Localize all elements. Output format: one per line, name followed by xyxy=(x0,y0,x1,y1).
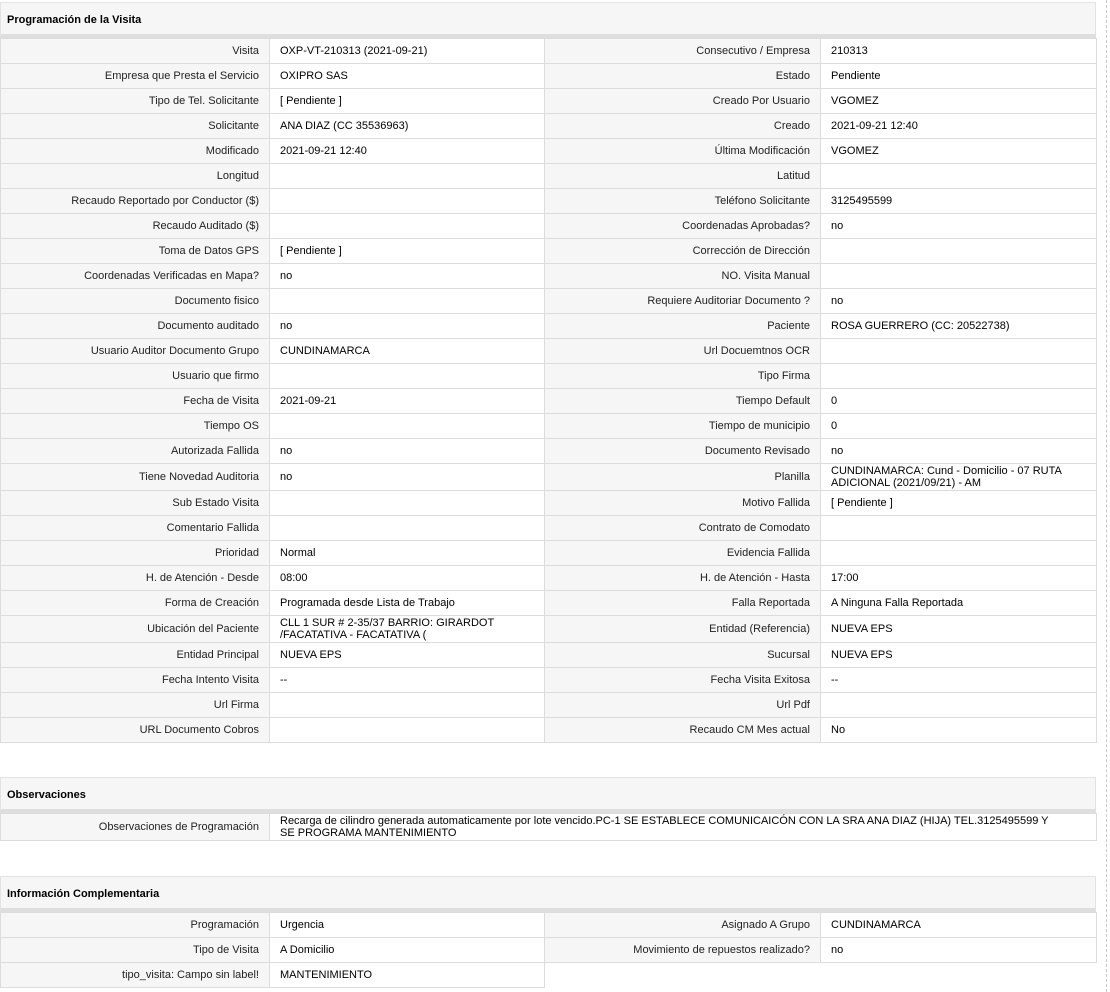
field-value[interactable] xyxy=(270,718,545,743)
field-value[interactable]: VGOMEZ xyxy=(821,139,1097,164)
field-value[interactable]: no xyxy=(270,314,545,339)
section-title-complementaria: Información Complementaria xyxy=(0,876,1096,912)
field-value[interactable]: -- xyxy=(821,668,1097,693)
field-value[interactable] xyxy=(270,516,545,541)
field-value[interactable] xyxy=(270,164,545,189)
field-value[interactable] xyxy=(821,164,1097,189)
field-label: Motivo Fallida xyxy=(545,491,821,516)
field-value[interactable] xyxy=(270,214,545,239)
field-value[interactable]: ROSA GUERRERO (CC: 20522738) xyxy=(821,314,1097,339)
field-value[interactable]: no xyxy=(821,289,1097,314)
field-value[interactable]: 17:00 xyxy=(821,566,1097,591)
field-value[interactable]: ANA DIAZ (CC 35536963) xyxy=(270,114,545,139)
programacion-table xyxy=(0,38,1097,743)
field-label: Documento Revisado xyxy=(545,439,821,464)
field-label: Falla Reportada xyxy=(545,591,821,616)
field-value[interactable]: [ Pendiente ] xyxy=(270,239,545,264)
field-label: Solicitante xyxy=(1,114,270,139)
field-label: Coordenadas Aprobadas? xyxy=(545,214,821,239)
field-label: Última Modificación xyxy=(545,139,821,164)
field-label: H. de Atención - Hasta xyxy=(545,566,821,591)
field-label: Recaudo Auditado ($) xyxy=(1,214,270,239)
field-label: Toma de Datos GPS xyxy=(1,239,270,264)
table-row xyxy=(1,718,1097,743)
field-label: Ubicación del Paciente xyxy=(1,616,270,643)
field-value[interactable] xyxy=(821,239,1097,264)
field-label: Tiempo OS xyxy=(1,414,270,439)
field-value[interactable]: Programada desde Lista de Trabajo xyxy=(270,591,545,616)
field-value[interactable] xyxy=(270,364,545,389)
field-label: Evidencia Fallida xyxy=(545,541,821,566)
field-label: Consecutivo / Empresa xyxy=(545,39,821,64)
field-value[interactable]: no xyxy=(270,439,545,464)
table-row xyxy=(1,114,1097,139)
field-value[interactable]: 2021-09-21 xyxy=(270,389,545,414)
field-label: Modificado xyxy=(1,139,270,164)
field-value[interactable]: no xyxy=(270,264,545,289)
field-label: Paciente xyxy=(545,314,821,339)
field-label: Empresa que Presta el Servicio xyxy=(1,64,270,89)
page-border-dashed xyxy=(1106,0,1107,992)
field-value[interactable]: NUEVA EPS xyxy=(821,616,1097,643)
table-row xyxy=(1,64,1097,89)
field-value[interactable] xyxy=(270,693,545,718)
field-label: NO. Visita Manual xyxy=(545,264,821,289)
field-value[interactable]: 2021-09-21 12:40 xyxy=(270,139,545,164)
field-value[interactable]: A Domicilio xyxy=(270,938,545,963)
field-label: Tiene Novedad Auditoria xyxy=(1,464,270,491)
field-label: Tiempo Default xyxy=(545,389,821,414)
table-row xyxy=(1,139,1097,164)
field-label: Recaudo Reportado por Conductor ($) xyxy=(1,189,270,214)
table-row xyxy=(1,314,1097,339)
field-value[interactable]: Urgencia xyxy=(270,913,545,938)
section-title-programacion: Programación de la Visita xyxy=(0,2,1096,38)
table-row xyxy=(1,668,1097,693)
field-label: Tiempo de municipio xyxy=(545,414,821,439)
field-value[interactable]: VGOMEZ xyxy=(821,89,1097,114)
table-row xyxy=(1,389,1097,414)
field-label: Planilla xyxy=(545,464,821,491)
table-row xyxy=(1,89,1097,114)
observaciones-text: Recarga de cilindro generada automaticamente por lote vencido.PC-1 SE ESTABLECE COMUNICAICÓN CON LA SRA ANA DIAZ (HIJA) TEL.3125495599 Y SE PROGRAMA MANTENIMIENTO xyxy=(280,815,1049,839)
table-row xyxy=(1,39,1097,64)
field-value[interactable]: [ Pendiente ] xyxy=(270,89,545,114)
field-value[interactable]: CUNDINAMARCA xyxy=(270,339,545,364)
table-row xyxy=(1,938,1097,963)
field-value[interactable]: 08:00 xyxy=(270,566,545,591)
field-label: Sub Estado Visita xyxy=(1,491,270,516)
field-value[interactable]: 0 xyxy=(821,414,1097,439)
field-label: Fecha de Visita xyxy=(1,389,270,414)
field-value[interactable]: MANTENIMIENTO xyxy=(270,963,545,988)
field-label: Asignado A Grupo xyxy=(545,913,821,938)
field-label: Tipo de Tel. Solicitante xyxy=(1,89,270,114)
field-label: Teléfono Solicitante xyxy=(545,189,821,214)
field-value[interactable] xyxy=(270,189,545,214)
field-label: Coordenadas Verificadas en Mapa? xyxy=(1,264,270,289)
empty-cell xyxy=(821,963,1097,988)
field-label: URL Documento Cobros xyxy=(1,718,270,743)
field-label: Url Pdf xyxy=(545,693,821,718)
field-label: Movimiento de repuestos realizado? xyxy=(545,938,821,963)
field-value[interactable]: Pendiente xyxy=(821,64,1097,89)
field-value[interactable]: [ Pendiente ] xyxy=(821,491,1097,516)
field-label: Latitud xyxy=(545,164,821,189)
observaciones-table xyxy=(0,813,1097,841)
section-title-observaciones: Observaciones xyxy=(0,777,1096,813)
field-label: Visita xyxy=(1,39,270,64)
field-value[interactable]: 2021-09-21 12:40 xyxy=(821,114,1097,139)
table-row xyxy=(1,913,1097,938)
section-complementaria xyxy=(0,876,1096,988)
field-value[interactable]: OXIPRO SAS xyxy=(270,64,545,89)
field-label: Documento auditado xyxy=(1,314,270,339)
field-label: Tipo Firma xyxy=(545,364,821,389)
table-row xyxy=(1,464,1097,491)
section-observaciones xyxy=(0,777,1096,841)
field-label: Tipo de Visita xyxy=(1,938,270,963)
field-label: Estado xyxy=(545,64,821,89)
field-label: Creado xyxy=(545,114,821,139)
table-row xyxy=(1,414,1097,439)
field-value[interactable]: NUEVA EPS xyxy=(270,643,545,668)
field-value[interactable]: 0 xyxy=(821,389,1097,414)
field-value[interactable]: Normal xyxy=(270,541,545,566)
field-label: Longitud xyxy=(1,164,270,189)
field-value[interactable]: 210313 xyxy=(821,39,1097,64)
field-label: Usuario que firmo xyxy=(1,364,270,389)
field-value[interactable] xyxy=(821,516,1097,541)
table-row xyxy=(1,214,1097,239)
field-label: Autorizada Fallida xyxy=(1,439,270,464)
field-label: Entidad (Referencia) xyxy=(545,616,821,643)
field-label: Prioridad xyxy=(1,541,270,566)
table-row xyxy=(1,814,1097,841)
table-row xyxy=(1,164,1097,189)
table-row xyxy=(1,541,1097,566)
table-row xyxy=(1,566,1097,591)
table-row xyxy=(1,439,1097,464)
field-label: Usuario Auditor Documento Grupo xyxy=(1,339,270,364)
field-value[interactable]: CUNDINAMARCA: Cund - Domicilio - 07 RUTA ADICIONAL (2021/09/21) - AM xyxy=(821,464,1097,491)
field-value[interactable]: No xyxy=(821,718,1097,743)
field-label: Observaciones de Programación xyxy=(1,814,270,841)
section-programacion xyxy=(0,2,1096,743)
field-value[interactable] xyxy=(270,289,545,314)
field-label: Corrección de Dirección xyxy=(545,239,821,264)
table-row xyxy=(1,289,1097,314)
field-label: Entidad Principal xyxy=(1,643,270,668)
field-value[interactable] xyxy=(821,339,1097,364)
field-label: Recaudo CM Mes actual xyxy=(545,718,821,743)
table-row xyxy=(1,339,1097,364)
field-value[interactable]: no xyxy=(821,214,1097,239)
table-row xyxy=(1,963,1097,988)
observaciones-value[interactable] xyxy=(270,814,1097,841)
table-row xyxy=(1,491,1097,516)
field-label: Forma de Creación xyxy=(1,591,270,616)
field-label: Fecha Intento Visita xyxy=(1,668,270,693)
field-value[interactable]: A Ninguna Falla Reportada xyxy=(821,591,1097,616)
empty-cell xyxy=(545,963,821,988)
field-value[interactable] xyxy=(821,693,1097,718)
field-label: tipo_visita: Campo sin label! xyxy=(1,963,270,988)
field-label: Url Docuemtnos OCR xyxy=(545,339,821,364)
field-value[interactable]: NUEVA EPS xyxy=(821,643,1097,668)
table-row xyxy=(1,591,1097,616)
field-value[interactable]: -- xyxy=(270,668,545,693)
field-label: Programación xyxy=(1,913,270,938)
field-label: Sucursal xyxy=(545,643,821,668)
table-row xyxy=(1,189,1097,214)
table-row xyxy=(1,239,1097,264)
table-row xyxy=(1,616,1097,643)
field-label: Contrato de Comodato xyxy=(545,516,821,541)
field-value[interactable] xyxy=(821,264,1097,289)
field-value[interactable]: CUNDINAMARCA xyxy=(821,913,1097,938)
field-value[interactable]: 3125495599 xyxy=(821,189,1097,214)
complementaria-table xyxy=(0,912,1097,988)
field-value[interactable] xyxy=(270,491,545,516)
field-value[interactable]: no xyxy=(821,938,1097,963)
field-value[interactable]: OXP-VT-210313 (2021-09-21) xyxy=(270,39,545,64)
table-row xyxy=(1,643,1097,668)
table-row xyxy=(1,693,1097,718)
field-label: Documento fisico xyxy=(1,289,270,314)
field-value[interactable] xyxy=(270,414,545,439)
field-label: Creado Por Usuario xyxy=(545,89,821,114)
table-row xyxy=(1,516,1097,541)
field-label: H. de Atención - Desde xyxy=(1,566,270,591)
table-row xyxy=(1,364,1097,389)
field-label: Url Firma xyxy=(1,693,270,718)
table-row xyxy=(1,264,1097,289)
field-value[interactable]: CLL 1 SUR # 2-35/37 BARRIO: GIRARDOT /FACATATIVA - FACATATIVA ( xyxy=(270,616,545,643)
field-value[interactable]: no xyxy=(270,464,545,491)
field-label: Requiere Auditoriar Documento ? xyxy=(545,289,821,314)
field-value[interactable] xyxy=(821,364,1097,389)
field-value[interactable]: no xyxy=(821,439,1097,464)
field-label: Fecha Visita Exitosa xyxy=(545,668,821,693)
field-value[interactable] xyxy=(821,541,1097,566)
field-label: Comentario Fallida xyxy=(1,516,270,541)
